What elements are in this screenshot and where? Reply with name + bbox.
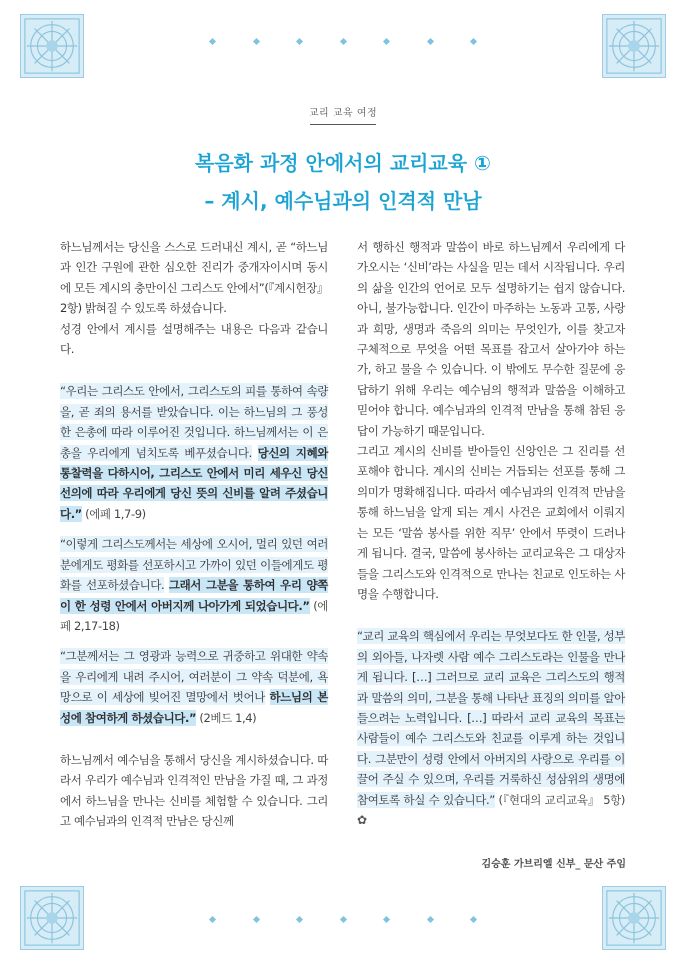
corner-ornament-icon <box>602 886 666 950</box>
quote-emphasis: 당신의 지혜와 통찰력을 다하시어, 그리스도 안에서 미리 세우신 당신 선의에 따라 우리에게 당신 뜻의 신비를 알려 주셨습니다.” <box>60 445 328 521</box>
scripture-quote <box>60 534 328 636</box>
quote-reference: (에페 2,17-18) <box>60 598 328 633</box>
page-title: 복음화 과정 안에서의 교리교육 ① <box>195 151 491 175</box>
ornament-icon: ✿ <box>357 812 367 827</box>
body-paragraph: 그리고 계시의 신비를 받아들인 신앙인은 그 진리를 선포해야 합니다. 계시의 신비는 거듭되는 선포를 통해 그 의미가 명확해집니다. 따라서 예수님과의 인격적 만남을 통해 하느님을 알게 되는 계시 사건은 교회에서 이뤄지는 모든 ‘말씀 봉사를 위한 직무’ 안에서 뚜렷이 드러나게 됩니다. 결국, 말씀에 봉사하는 교리교육은 그 대상자들을 그리스도와 인격적으로 만나는 친교로 인도하는 사명을 수행합니다. <box>357 444 625 601</box>
quote-emphasis: 하느님의 본성에 참여하게 하셨습니다.” <box>60 690 328 725</box>
corner-ornament-icon <box>20 886 84 950</box>
decorative-dot-row <box>210 914 476 924</box>
right-column <box>357 237 625 830</box>
document-quote <box>357 626 625 830</box>
quote-reference: (『현대의 교리교육』 5항) <box>498 792 625 807</box>
decorative-dot-row <box>210 36 476 46</box>
section-label: 교리 교육 여정 <box>308 108 378 119</box>
scripture-quote <box>60 646 328 728</box>
quote-text: “교리 교육의 핵심에서 우리는 무엇보다도 한 인물, 성부의 외아들, 나자렛 사람 예수 그리스도라는 인물을 만나게 됩니다. […] 그러므로 교리 교육은 그리스도의 행적과 말씀의 의미, 그분을 통해 나타난 표징의 의미를 알아들으려는 노력입니다. […] 따라서 교리 교육의 목표는 사람들이 예수 그리스도와 친교를 이루게 하는 것입니다. 그분만이 성령 안에서 아버지의 사랑으로 우리를 이끌어 주실 수 있으며, 우리를 거룩하신 성삼위의 생명에 참여토록 하실 수 있습니다.” <box>357 629 625 807</box>
body-paragraph: 하느님께서 예수님을 통해서 당신을 계시하셨습니다. 따라서 우리가 예수님과 인격적인 만남을 가질 때, 그 과정에서 하느님을 만나는 신비를 체험할 수 있습니다. 그리고 예수님과의 인격적 만남은 당신께 <box>60 752 328 829</box>
body-paragraph: 서 행하신 행적과 말씀이 바로 하느님께서 우리에게 다가오시는 ‘신비’라는 사실을 믿는 데서 시작됩니다. 우리의 삶을 인간의 언어로 모두 설명하기는 쉽지 않습니다. 아니, 불가능합니다. 인간이 마주하는 노동과 고통, 사랑과 희망, 생명과 죽음의 의미는 무엇인가, 이를 찾고자 구체적으로 무엇을 어떤 목표를 잡고서 살아가야 하는가, 하고 물을 수 있습니다. 이 밖에도 무수한 질문에 응답하기 위해 우리는 예수님의 행적과 말씀을 이해하고 믿어야 합니다. 예수님과의 인격적 만남을 통해 참된 응답이 가능하기 때문입니다. <box>357 240 625 438</box>
page-subtitle: – 계시, 예수님과의 인격적 만남 <box>204 189 482 213</box>
quote-text: “이렇게 그리스도께서는 세상에 오시어, 멀리 있던 여러분에게도 평화를 선포하시고 가까이 있던 이들에게도 평화를 선포하셨습니다. <box>60 537 328 593</box>
scripture-quote <box>60 381 328 524</box>
corner-ornament-icon <box>602 14 666 78</box>
quote-emphasis: 그래서 그분을 통하여 우리 양쪽이 한 성령 안에서 아버지께 나아가게 되었습니다.” <box>60 578 328 613</box>
corner-ornament-icon <box>20 14 84 78</box>
quote-text: “우리는 그리스도 안에서, 그리스도의 피를 통하여 속량을, 곧 죄의 용서를 받았습니다. 이는 하느님의 그 풍성한 은총에 따라 이루어진 것입니다. 하느님께서는 이 은총을 우리에게 넘치도록 베푸셨습니다. <box>60 384 328 460</box>
section-divider <box>310 124 376 125</box>
author-byline: 김승훈 가브리엘 신부_ 문산 주임 <box>481 859 626 870</box>
quote-text: “그분께서는 그 영광과 능력으로 귀중하고 위대한 약속을 우리에게 내려 주시어, 여러분이 그 약속 덕분에, 욕망으로 이 세상에 빚어진 멸망에서 벗어나 <box>60 649 328 705</box>
quote-reference: (2베드 1,4) <box>199 710 257 725</box>
quote-reference: (에페 1,7-9) <box>85 506 146 521</box>
left-column <box>60 237 328 832</box>
body-paragraph: 하느님께서는 당신을 스스로 드러내신 계시, 곧 “하느님과 인간 구원에 관한 심오한 진리가 중개자이시며 동시에 모든 계시의 충만이신 그리스도 안에서”(『계시헌장』 2항) 밝혀질 수 있도록 하셨습니다. <box>60 240 328 316</box>
body-paragraph: 성경 안에서 계시를 설명해주는 내용은 다음과 같습니다. <box>60 321 328 357</box>
